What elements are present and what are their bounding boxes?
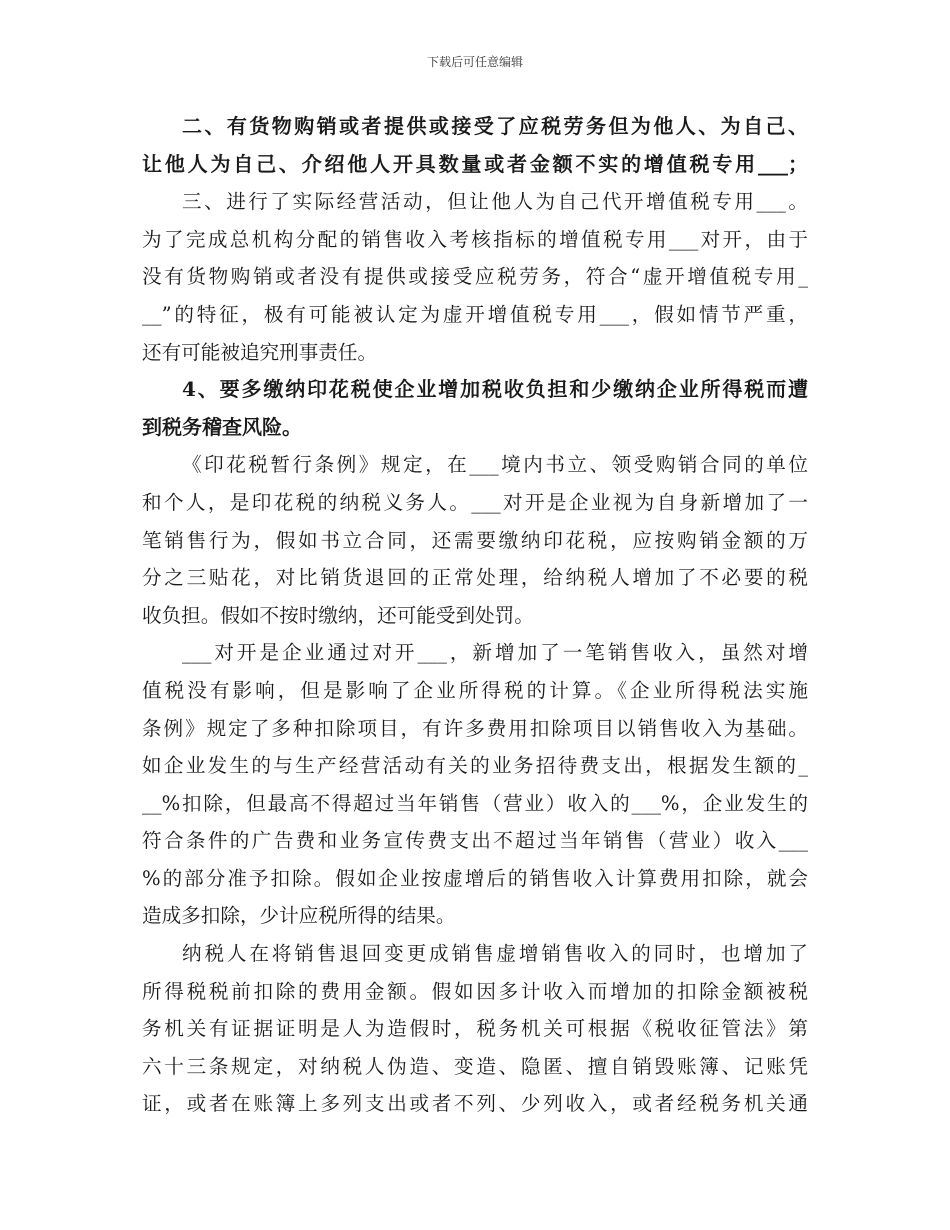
heading-line: 让他人为自己、介绍他人开具数量或者金额不实的增值税专用___； (142, 151, 808, 176)
text-line: 《印花税暂行条例》规定，在___境内书立、领受购销合同的单位 (182, 453, 808, 477)
text-line: 造成多扣除，少计应税所得的结果。 (142, 904, 456, 928)
text-line: 笔销售行为，假如书立合同，还需要缴纳印花税，应按购销金额的万 (142, 528, 808, 552)
text-line: %的部分准予扣除。假如企业按虚增后的销售收入计算费用扣除，就会 (142, 866, 808, 890)
text-line: 符合条件的广告费和业务宣传费支出不超过当年销售（营业）收入___ (142, 829, 808, 853)
text-line: 还有可能被追究刑事责任。 (142, 340, 378, 364)
text-line: 条例》规定了多种扣除项目，有许多费用扣除项目以销售收入为基础。 (142, 716, 808, 740)
text-line: 证，或者在账簿上多列支出或者不列、少列收入，或者经税务机关通 (142, 1092, 808, 1116)
text-line: 没有货物购销或者没有提供或接受应税劳务，符合“虚开增值税专用_ (142, 265, 808, 289)
text-line: 三、进行了实际经营活动，但让他人为自己代开增值税专用___。 (182, 190, 808, 214)
text-line: 收负担。假如不按时缴纳，还可能受到处罚。 (142, 603, 534, 627)
text-line: 如企业发生的与生产经营活动有关的业务招待费支出，根据发生额的_ (142, 754, 808, 778)
text-line: __”的特征，极有可能被认定为虚开增值税专用___，假如情节严重， (142, 302, 808, 326)
text-line: 务机关有证据证明是人为造假时，税务机关可根据《税收征管法》第 (142, 1017, 808, 1041)
heading-line: 4、要多缴纳印花税使企业增加税收负担和少缴纳企业所得税而遭 (182, 377, 808, 402)
text-line: 和个人，是印花税的纳税义务人。___对开是企业视为自身新增加了一 (142, 490, 808, 514)
text-line: ___对开是企业通过对开___，新增加了一笔销售收入，虽然对增 (182, 641, 808, 665)
text-line: 值税没有影响，但是影响了企业所得税的计算。《企业所得税法实施 (142, 678, 808, 702)
text-line: 纳税人在将销售退回变更成销售虚增销售收入的同时，也增加了 (182, 942, 808, 966)
text-line: __%扣除，但最高不得超过当年销售（营业）收入的___%，企业发生的 (142, 791, 808, 815)
text-line: 为了完成总机构分配的销售收入考核指标的增值税专用___对开，由于 (142, 227, 808, 251)
page-header: 下载后可任意编辑 (426, 55, 523, 69)
text-line: 所得税税前扣除的费用金额。假如因多计收入而增加的扣除金额被税 (142, 979, 808, 1003)
heading-line: 二、有货物购销或者提供或接受了应税劳务但为他人、为自己、 (182, 114, 808, 138)
heading-line: 到税务稽查风险。 (142, 414, 302, 439)
text-line: 六十三条规定，对纳税人伪造、变造、隐匿、擅自销毁账簿、记账凭 (142, 1054, 808, 1078)
document-body (142, 108, 808, 1123)
text-line: 分之三贴花，对比销货退回的正常处理，给纳税人增加了不必要的税 (142, 566, 808, 590)
